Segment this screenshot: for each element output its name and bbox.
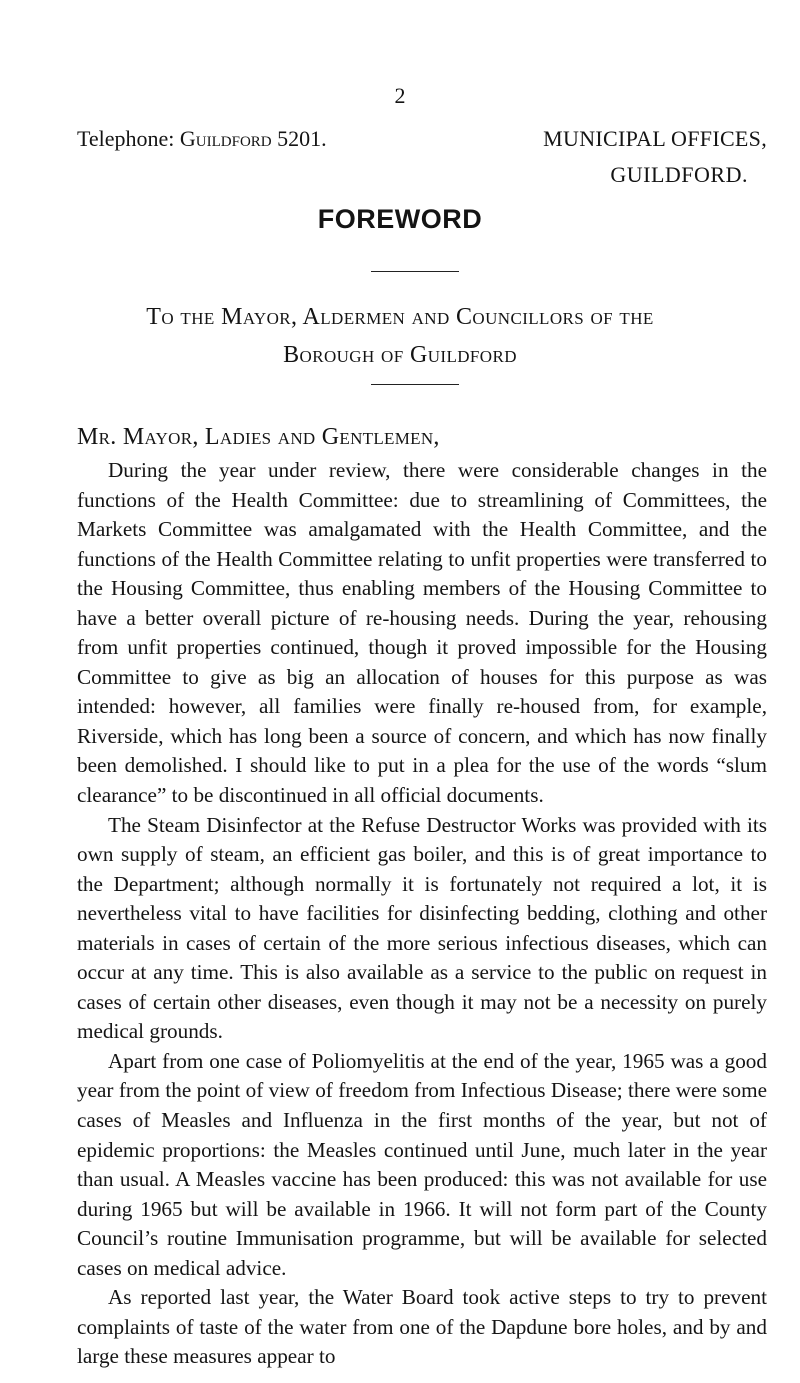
paragraph: As reported last year, the Water Board took active steps to try to prevent complaints of taste of the water from one of the Dapdune bore holes, and by and large these measures appear to — [77, 1285, 767, 1369]
letterhead — [77, 124, 767, 154]
telephone-exchange: Guildford — [179, 126, 272, 151]
body-text — [77, 456, 767, 1372]
page-number: 2 — [394, 83, 406, 108]
telephone-label: Telephone: — [77, 126, 175, 151]
office-name: MUNICIPAL OFFICES, — [543, 126, 767, 151]
paragraph: The Steam Disinfector at the Refuse Destructor Works was provided with its own supply of steam, an efficient gas boiler, and this is of great importance to the Department; although normally it is fortunately not required a lot, it is nevertheless vital to have facilities for disinfecting bedding, clothing and other materials in cases of certain of the more serious infectious diseases, which can occur at any time. This is also available as a service to the public on request in cases of certain other diseases, even though it may not be a necessity on purely medical grounds. — [77, 812, 767, 1044]
address-line: To the Mayor, Aldermen and Councillors of the — [146, 304, 654, 330]
salutation: Mr. Mayor, Ladies and Gentlemen, — [77, 424, 440, 450]
office-town: GUILDFORD. — [610, 162, 748, 187]
telephone-number: 5201. — [277, 126, 327, 151]
telephone-line — [77, 124, 327, 154]
address-line: Borough of Guildford — [283, 342, 517, 368]
page-title: FOREWORD — [317, 204, 483, 234]
address-block — [0, 298, 800, 374]
divider-rule — [371, 384, 459, 385]
paragraph: Apart from one case of Poliomyelitis at the end of the year, 1965 was a good year from the point of view of freedom from Infectious Disease; there were some cases of Measles and Influenza in the first months of the year, but not of epidemic proportions: the Measles continued until June, much later in the year than usual. A Measles vaccine has been produced: this was not available for use during 1965 but will be available in 1966. It will not form part of the County Council’s routine Immunisation programme, but will be available for selected cases on medical advice. — [77, 1048, 767, 1280]
paragraph: During the year under review, there were considerable changes in the functions of the Health Committee: due to streamlining of Committees, the Markets Committee was amalgamated with the Health Committee, and the functions of the Health Committee relating to unfit properties were transferred to the Housing Committee, thus enabling members of the Housing Committee to have a better overall picture of re-housing needs. During the year, rehousing from unfit properties continued, though it proved impossible for the Housing Committee to give as big an allocation of houses for this purpose as was intended: however, all families were finally re-housed from, for example, Riverside, which has long been a source of concern, and which has now finally been demolished. I should like to put in a plea for the use of the words “slum clearance” to be discontinued in all official documents. — [77, 458, 767, 808]
divider-rule — [371, 271, 459, 272]
